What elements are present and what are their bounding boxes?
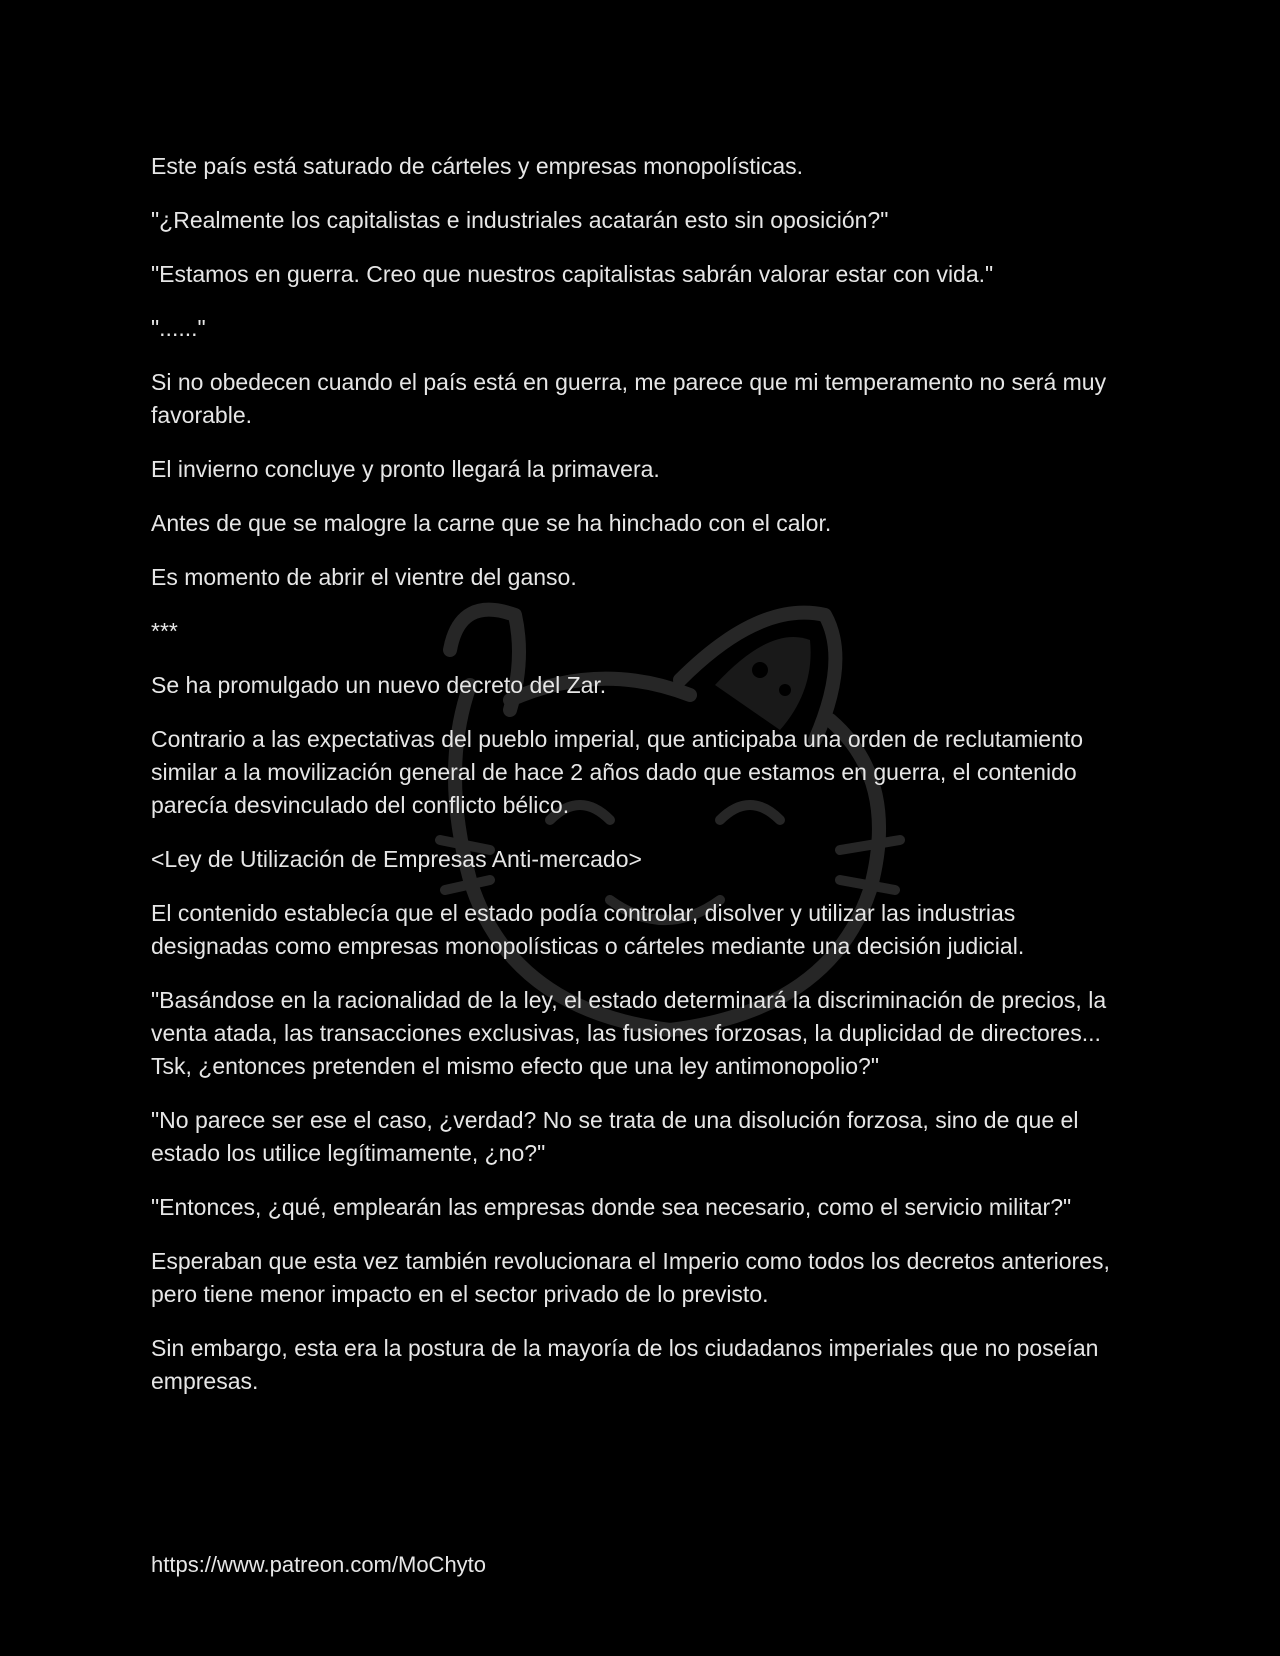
patreon-link[interactable]: https://www.patreon.com/MoChyto: [151, 1552, 487, 1577]
paragraph: "Basándose en la racionalidad de la ley, el estado determinará la discriminación de precios, la venta atada, las transacciones exclusivas, las fusiones forzosas, la duplicidad de directores... Tsk, ¿entonces pretenden el mismo efecto que una ley antimonopolio?": [151, 987, 1113, 1079]
paragraph: Sin embargo, esta era la postura de la mayoría de los ciudadanos imperiales que no poseían empresas.: [151, 1335, 1105, 1394]
law-title: <Ley de Utilización de Empresas Anti-mercado>: [151, 846, 642, 872]
paragraph: Si no obedecen cuando el país está en guerra, me parece que mi temperamento no será muy favorable.: [151, 369, 1113, 428]
paragraph: Es momento de abrir el vientre del ganso.: [151, 564, 577, 590]
paragraph: Antes de que se malogre la carne que se ha hinchado con el calor.: [151, 510, 832, 536]
paragraph: El contenido establecía que el estado podía controlar, disolver y utilizar las industrias designadas como empresas monopolísticas o cárteles mediante una decisión judicial.: [151, 900, 1025, 959]
paragraph: El invierno concluye y pronto llegará la primavera.: [151, 456, 660, 482]
paragraph: Esperaban que esta vez también revolucionara el Imperio como todos los decretos anteriores, pero tiene menor impacto en el sector privado de lo previsto.: [151, 1248, 1117, 1307]
section-separator: ***: [151, 618, 178, 644]
paragraph: "¿Realmente los capitalistas e industriales acatarán esto sin oposición?": [151, 207, 889, 233]
paragraph: "Entonces, ¿qué, emplearán las empresas donde sea necesario, como el servicio militar?": [151, 1194, 1072, 1220]
paragraph: Se ha promulgado un nuevo decreto del Zar.: [151, 672, 607, 698]
chapter-text: [151, 150, 1131, 1419]
paragraph: "......": [151, 315, 206, 341]
paragraph: "No parece ser ese el caso, ¿verdad? No se trata de una disolución forzosa, sino de que el estado los utilice legítimamente, ¿no?": [151, 1107, 1085, 1166]
paragraph: "Estamos en guerra. Creo que nuestros capitalistas sabrán valorar estar con vida.": [151, 261, 994, 287]
paragraph: Este país está saturado de cárteles y empresas monopolísticas.: [151, 153, 803, 179]
paragraph: Contrario a las expectativas del pueblo imperial, que anticipaba una orden de reclutamiento similar a la movilización general de hace 2 años dado que estamos en guerra, el contenido parecía desvinculado del conflicto bélico.: [151, 726, 1090, 818]
